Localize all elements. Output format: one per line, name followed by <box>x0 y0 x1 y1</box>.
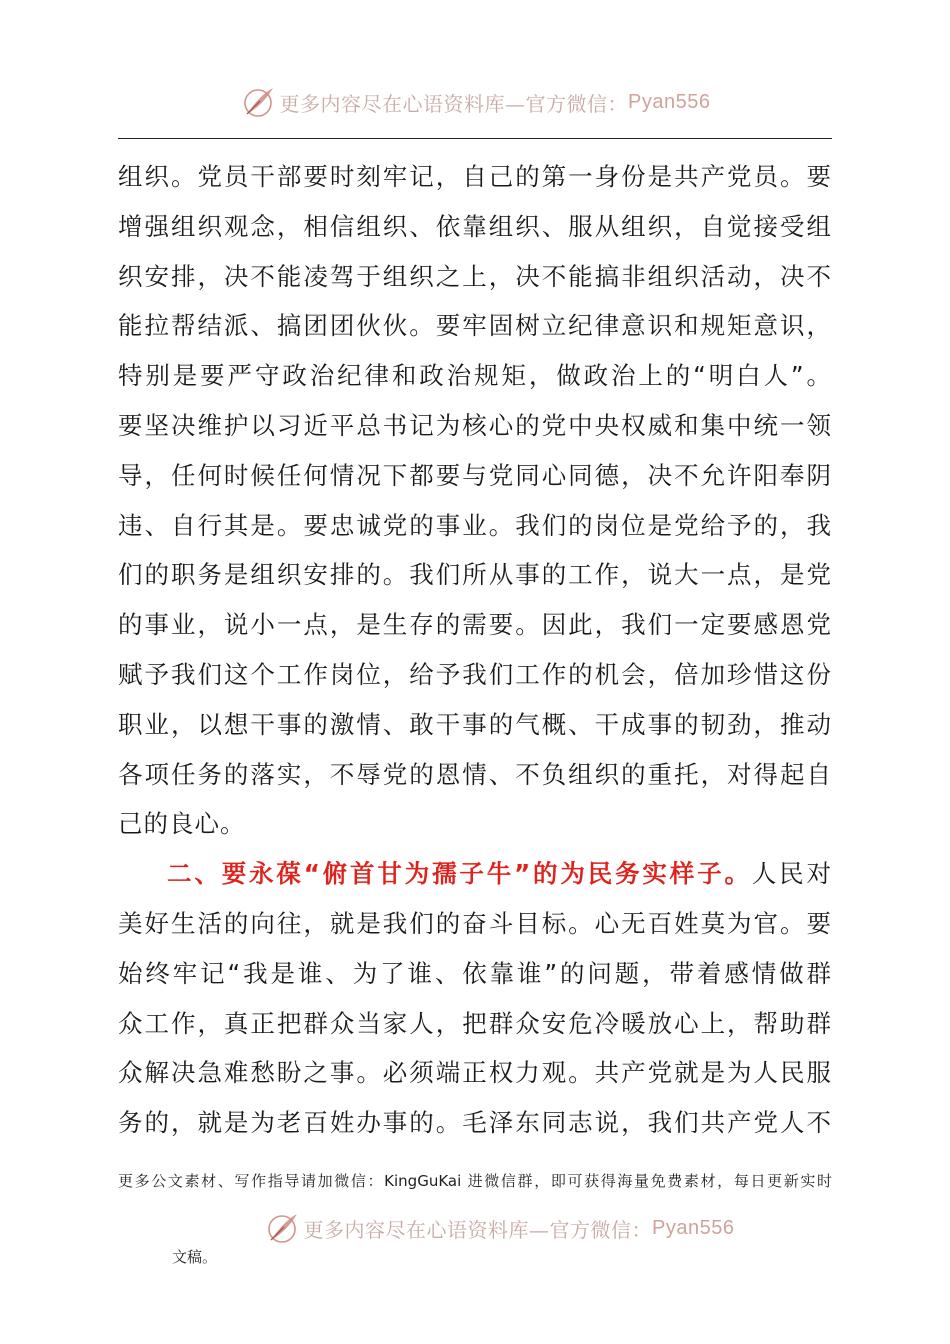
body-line: 务的，就是为老百姓办事的。毛泽东同志说，我们共产党人不 <box>118 1108 832 1138</box>
body-line: 的事业，说小一点，是生存的需要。因此，我们一定要感恩党 <box>118 610 832 640</box>
feather-pen-logo-icon <box>240 84 276 120</box>
body-line: 导，任何时候任何情况下都要与党同心同德，决不允许阳奉阴 <box>118 460 832 490</box>
body-line: 赋予我们这个工作岗位，给予我们工作的机会，倍加珍惜这份 <box>118 659 832 689</box>
body-line: 众工作，真正把群众当家人，把群众安危冷暖放心上，帮助群 <box>118 1008 832 1038</box>
body-line: 要坚决维护以习近平总书记为核心的党中央权威和集中统一领 <box>118 410 832 440</box>
header-watermark-wechat-id: Pyan556 <box>628 90 711 113</box>
body-line: 始终牢记“我是谁、为了谁、依靠谁”的问题，带着感情做群 <box>118 958 832 988</box>
body-line: 违、自行其是。要忠诚党的事业。我们的岗位是党给予的，我 <box>118 510 832 540</box>
section-2-first-line-rest: 人民对 <box>751 859 833 889</box>
body-line: 能拉帮结派、搞团团伙伙。要牢固树立纪律意识和规矩意识， <box>118 311 832 341</box>
footer-watermark <box>24 1206 950 1250</box>
body-line: 们的职务是组织安排的。我们所从事的工作，说大一点，是党 <box>118 560 832 590</box>
body-line: 己的良心。 <box>118 809 246 839</box>
body-line: 特别是要严守政治纪律和政治规矩，做政治上的“明白人”。 <box>118 361 832 391</box>
footer-watermark-text: 更多内容尽在心语资料库—官方微信： <box>303 1217 653 1242</box>
body-line: 各项任务的落实，不辱党的恩情、不负组织的重托，对得起自 <box>118 759 832 789</box>
body-line: 织安排，决不能凌驾于组织之上，决不能搞非组织活动，决不 <box>118 261 832 291</box>
feather-pen-logo-icon <box>264 1210 300 1246</box>
body-line: 众解决急难愁盼之事。必须端正权力观。共产党就是为人民服 <box>118 1058 832 1088</box>
footer-note: 更多公文素材、写作指导请加微信：KingGuKai 进微信群，即可获得海量免费素材，每日更新实时 <box>118 1172 832 1190</box>
body-line: 职业，以想干事的激情、敢干事的气概、干成事的韧劲，推动 <box>118 709 832 739</box>
footer-watermark-wechat-id: Pyan556 <box>652 1216 735 1239</box>
section-2-heading: 二、要永葆“俯首甘为孺子牛”的为民务实样子。 <box>167 859 752 889</box>
body-line: 组织。党员干部要时刻牢记，自己的第一身份是共产党员。要 <box>118 162 832 191</box>
section-heading-line <box>118 849 832 899</box>
document-body <box>118 152 832 1148</box>
footer-note-continuation: 文稿。 <box>172 1248 218 1266</box>
header-rule <box>118 138 832 139</box>
body-line: 增强组织观念，相信组织、依靠组织、服从组织，自觉接受组 <box>118 211 832 241</box>
header-watermark <box>0 80 950 124</box>
body-line: 美好生活的向往，就是我们的奋斗目标。心无百姓莫为官。要 <box>118 908 832 938</box>
header-watermark-text: 更多内容尽在心语资料库—官方微信： <box>279 91 629 116</box>
